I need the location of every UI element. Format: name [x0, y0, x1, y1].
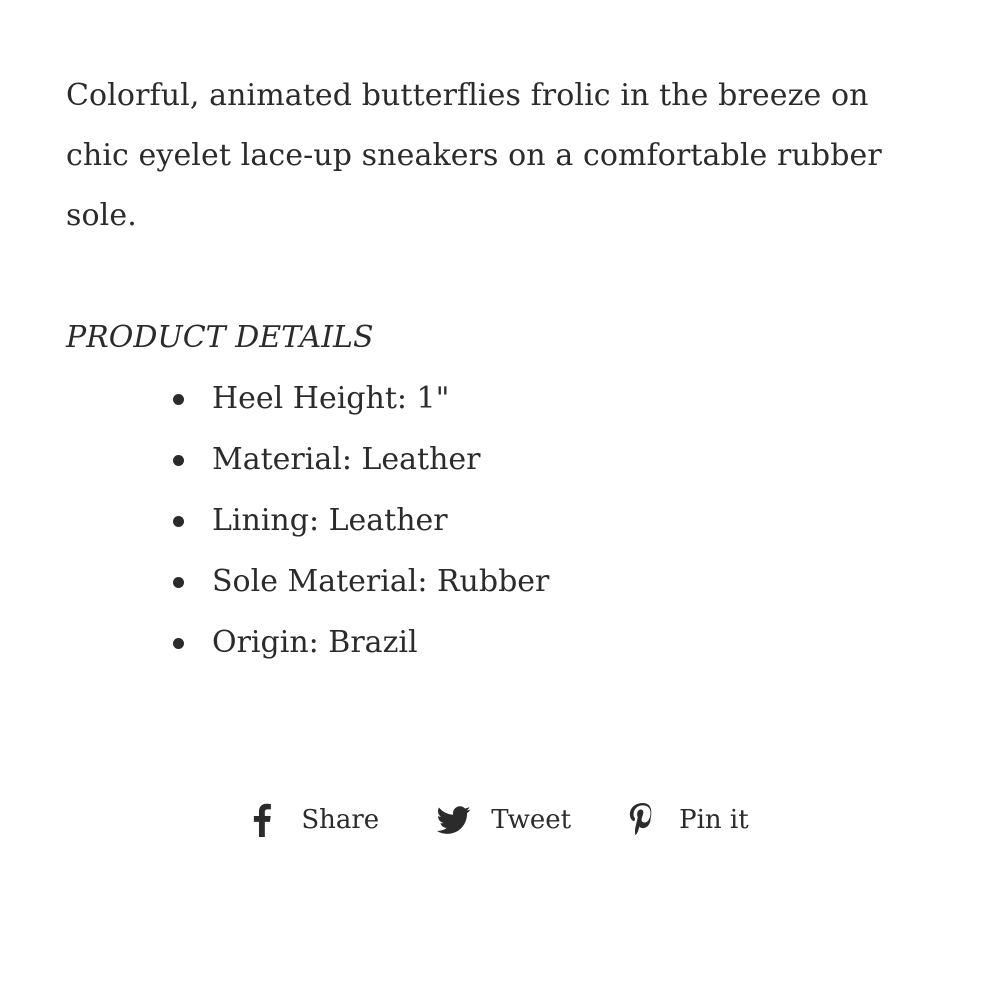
- share-facebook-label: Share: [301, 805, 380, 835]
- detail-material: Material: Leather: [212, 429, 926, 490]
- share-twitter-label: Tweet: [491, 805, 572, 835]
- detail-heel-height: Heel Height: 1": [212, 368, 926, 429]
- detail-lining: Lining: Leather: [212, 490, 926, 551]
- pinterest-icon: [629, 803, 655, 837]
- facebook-icon: [251, 803, 273, 837]
- detail-origin: Origin: Brazil: [212, 612, 926, 673]
- share-pinterest-button[interactable]: [629, 798, 749, 842]
- share-pinterest-label: Pin it: [679, 805, 749, 835]
- product-description: Colorful, animated butterflies frolic in the breeze on chic eyelet lace-up sneakers on a comfortable rubber sole.: [66, 78, 882, 233]
- product-description-section: [66, 66, 926, 673]
- product-details-list: [66, 368, 926, 673]
- detail-sole-material: Sole Material: Rubber: [212, 551, 926, 612]
- product-details-heading: PRODUCT DETAILS: [66, 320, 374, 355]
- share-twitter-button[interactable]: [437, 798, 571, 842]
- twitter-icon: [437, 803, 471, 837]
- social-share-bar: [0, 798, 1000, 842]
- share-facebook-button[interactable]: [251, 798, 379, 842]
